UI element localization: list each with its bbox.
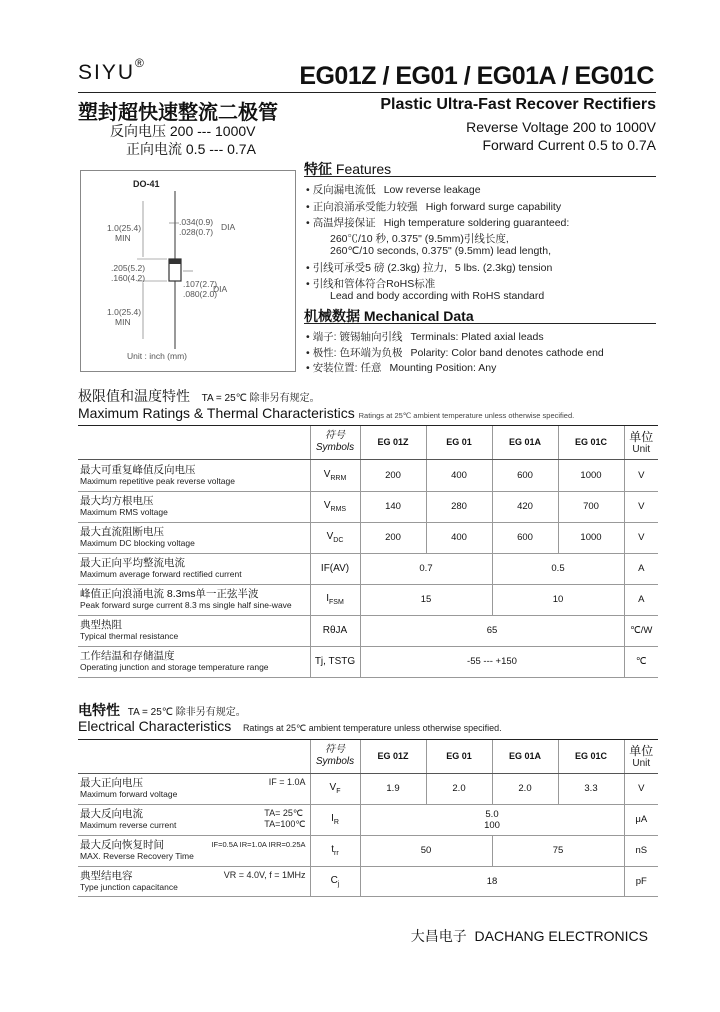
- table-header-row: [78, 426, 658, 459]
- mechanical-en: Polarity: Color band denotes cathode end: [410, 347, 604, 359]
- row-value: 700: [558, 491, 624, 522]
- lead-dia-max: .034(0.9): [179, 217, 214, 227]
- row-value-merged: [360, 866, 624, 896]
- row-label: [78, 835, 310, 866]
- table-row: [78, 615, 658, 646]
- feature-cn: 引线和管体符合RoHS标准: [312, 278, 436, 290]
- row-label-cn: 最大正向电压: [80, 777, 143, 789]
- row-value-group-a: 0.7: [360, 553, 492, 584]
- title-en: Plastic Ultra-Fast Recover Rectifiers: [380, 96, 656, 113]
- table-row: [78, 459, 658, 491]
- row-label-en: Operating junction and storage temperature range: [80, 662, 269, 672]
- model-numbers: EG01Z / EG01 / EG01A / EG01C: [299, 62, 654, 90]
- row-label-en: Peak forward surge current 8.3 ms single half sine-wave: [80, 600, 292, 610]
- body-dia-max: .107(2.7): [183, 279, 218, 289]
- feature-item: [306, 276, 435, 291]
- row-label-en: Maximum reverse current: [80, 820, 177, 830]
- row-symbol: $V_{RMS}$: [310, 491, 360, 522]
- table-row: [78, 584, 658, 615]
- brand-logo: [78, 56, 146, 85]
- row-unit: ℃: [624, 646, 658, 677]
- lead-length-top-min: MIN: [115, 233, 131, 243]
- row-value: 140: [360, 491, 426, 522]
- row-label: [78, 804, 310, 835]
- feature-en: Low reverse leakage: [383, 184, 481, 196]
- row-label-cn: 典型结电容: [80, 869, 133, 882]
- mechanical-rule: [304, 323, 656, 324]
- row-unit: pF: [624, 866, 658, 896]
- row-label-cn: 最大反向恢复时间: [80, 839, 164, 851]
- row-label-en: Typical thermal resistance: [80, 631, 179, 641]
- row-value-group-b: 0.5: [492, 553, 624, 584]
- condition-2: TA=100℃: [264, 818, 306, 829]
- mechanical-bullet: •: [306, 347, 310, 359]
- row-symbol: $V_F$: [310, 773, 360, 804]
- unit-en: Unit: [632, 443, 651, 455]
- mechanical-en: Mounting Position: Any: [389, 362, 497, 374]
- row-value: 400: [426, 522, 492, 553]
- mechanical-title-cn: 机械数据: [304, 308, 360, 324]
- row-value: 280: [426, 491, 492, 522]
- feature-item: [306, 199, 561, 214]
- mechanical-item: [306, 345, 604, 360]
- row-unit: V: [624, 491, 658, 522]
- ratings-heading-en: [78, 405, 574, 421]
- row-value: 200: [360, 459, 426, 491]
- table-header-row: [78, 740, 658, 773]
- header-symbol: [310, 740, 360, 773]
- electrical-note-en: Ratings at 25℃ ambient temperature unless otherwise specified.: [242, 723, 502, 733]
- row-symbol: $I_{FSM}$: [310, 584, 360, 615]
- row-value: 1000: [558, 522, 624, 553]
- lead-length-bottom-min: MIN: [115, 317, 131, 327]
- ratings-table: [78, 426, 658, 678]
- electrical-heading-en: [78, 718, 502, 734]
- feature-en: High forward surge capability: [425, 201, 562, 213]
- feature-bullet: •: [306, 217, 310, 229]
- unit-cn: 单位: [629, 743, 654, 758]
- symbol-cn: 符号: [325, 744, 345, 756]
- feature-item: [306, 290, 544, 302]
- row-label-en: Maximum average forward rectified current: [80, 569, 242, 579]
- ratings-title-en: Maximum Ratings & Thermal Characteristics: [78, 405, 355, 421]
- header-rule: [78, 92, 656, 93]
- body-dia-label: DIA: [213, 284, 228, 294]
- feature-item: [306, 231, 509, 246]
- row-label-cn: 最大正向平均整流电流: [80, 557, 185, 569]
- row-symbol: $V_{DC}$: [310, 522, 360, 553]
- ratings-heading-cn: [78, 386, 320, 406]
- features-title-en: Features: [335, 161, 392, 177]
- footer-company: [411, 926, 648, 946]
- package-name: DO-41: [133, 179, 160, 189]
- row-symbol: $C_j$: [310, 866, 360, 896]
- table-row: [78, 866, 658, 896]
- row-value-group-a: 50: [360, 835, 492, 866]
- row-label-en: Maximum forward voltage: [80, 789, 178, 799]
- forward-current-en: Forward Current 0.5 to 0.7A: [482, 137, 656, 153]
- header-blank: [78, 740, 310, 773]
- row-label: [78, 522, 310, 553]
- row-label: [78, 866, 310, 896]
- row-value-merged: [360, 615, 624, 646]
- table-row: [78, 553, 658, 584]
- mechanical-bullet: •: [306, 331, 310, 343]
- mechanical-cn: 极性: 色环端为负极: [312, 347, 403, 359]
- header-model: EG 01: [426, 740, 492, 773]
- feature-en: 260℃/10 秒, 0.375" (9.5mm)引线长度,: [330, 233, 509, 245]
- header-unit: [624, 426, 658, 459]
- mechanical-item: [306, 360, 496, 375]
- row-value-group-b: 10: [492, 584, 624, 615]
- row-unit: nS: [624, 835, 658, 866]
- row-value: 600: [492, 522, 558, 553]
- company-cn: 大昌电子: [410, 928, 467, 944]
- diagram-units: Unit : inch (mm): [127, 351, 187, 361]
- row-value: 2.0: [492, 773, 558, 804]
- row-condition: [264, 808, 305, 830]
- ratings-note-en: Ratings at 25℃ ambient temperature unless otherwise specified.: [358, 411, 575, 420]
- reverse-voltage-cn: 反向电压 200 --- 1000V: [110, 123, 256, 139]
- mechanical-title-en: Mechanical Data: [363, 308, 474, 324]
- feature-en: 260℃/10 seconds, 0.375" (9.5mm) lead length,: [330, 245, 551, 257]
- feature-item: [306, 182, 481, 197]
- ratings-ta-note: TA = 25℃ 除非另有规定。: [201, 393, 320, 404]
- mechanical-item: [306, 329, 544, 344]
- row-label: [78, 553, 310, 584]
- condition-1: IF = 1.0A: [268, 776, 306, 787]
- row-label-en: MAX. Reverse Recovery Time: [80, 851, 194, 861]
- mechanical-bullet: •: [306, 362, 310, 374]
- condition-1: IF=0.5A IR=1.0A IRR=0.25A: [211, 839, 306, 849]
- row-label-cn: 峰值正向浪涌电流 8.3ms单一正弦半波: [80, 588, 259, 600]
- electrical-ta-note: TA = 25℃ 除非另有规定。: [127, 707, 246, 718]
- row-value-merged: [360, 646, 624, 677]
- features-rule: [304, 176, 656, 177]
- merged-value: 5.0: [485, 808, 499, 820]
- registered-mark: ®: [135, 56, 146, 70]
- feature-item: [306, 215, 569, 230]
- table-row: [78, 773, 658, 804]
- table-row: [78, 804, 658, 835]
- row-unit: V: [624, 522, 658, 553]
- symbol-en: Symbols: [315, 756, 355, 768]
- row-value: 1.9: [360, 773, 426, 804]
- feature-en: High temperature soldering guaranteed:: [383, 217, 570, 229]
- feature-bullet: •: [306, 278, 310, 290]
- row-condition: [224, 870, 306, 881]
- row-label-cn: 工作结温和存储温度: [80, 650, 175, 662]
- row-label: [78, 584, 310, 615]
- feature-cn: 反向漏电流低: [312, 184, 376, 196]
- row-condition: [211, 839, 305, 850]
- row-value: 3.3: [558, 773, 624, 804]
- header-model: EG 01A: [492, 426, 558, 459]
- row-label-en: Maximum DC blocking voltage: [80, 538, 195, 548]
- row-label-cn: 最大均方根电压: [80, 495, 154, 507]
- row-symbol: $t_{rr}$: [310, 835, 360, 866]
- row-label: [78, 491, 310, 522]
- company-en: DACHANG ELECTRONICS: [474, 928, 648, 944]
- row-label: [78, 773, 310, 804]
- header-model: EG 01C: [558, 740, 624, 773]
- symbol-en: Symbols: [315, 442, 355, 454]
- body-dia-min: .080(2.0): [183, 289, 218, 299]
- row-value: 400: [426, 459, 492, 491]
- feature-bullet: •: [306, 184, 310, 196]
- feature-item: [306, 245, 551, 257]
- forward-current-cn: 正向电流 0.5 --- 0.7A: [126, 141, 256, 157]
- electrical-heading-cn: [78, 700, 246, 720]
- row-label-en: Type junction capacitance: [80, 881, 178, 892]
- brand-name: SIYU: [78, 61, 136, 84]
- merged-value: 18: [486, 875, 498, 887]
- electrical-title-en: Electrical Characteristics: [78, 718, 232, 734]
- row-unit: A: [624, 584, 658, 615]
- title-cn: 塑封超快速整流二极管: [78, 102, 278, 124]
- merged-value: 65: [486, 625, 498, 636]
- row-value: 600: [492, 459, 558, 491]
- reverse-voltage-en: Reverse Voltage 200 to 1000V: [466, 119, 656, 135]
- row-value: 2.0: [426, 773, 492, 804]
- lead-dia-label: DIA: [221, 222, 236, 232]
- feature-item: [306, 260, 552, 275]
- row-symbol: Tj, TSTG: [310, 646, 360, 677]
- header-model: EG 01: [426, 426, 492, 459]
- row-condition: [269, 777, 306, 788]
- row-value-merged: [360, 804, 624, 835]
- body-length-min: .160(4.2): [111, 273, 146, 283]
- table-row: [78, 835, 658, 866]
- header-unit: [624, 740, 658, 773]
- table-row: [78, 646, 658, 677]
- unit-cn: 单位: [629, 429, 654, 444]
- row-value: 420: [492, 491, 558, 522]
- body-length-max: .205(5.2): [111, 263, 146, 273]
- merged-value: -55 --- +150: [467, 656, 517, 667]
- row-label-cn: 典型热阻: [80, 619, 122, 631]
- table-row: [78, 491, 658, 522]
- symbol-cn: 符号: [325, 430, 345, 442]
- feature-cn: 引线可承受5 磅 (2.3kg) 拉力,: [312, 262, 447, 274]
- lead-length-bottom: 1.0(25.4): [107, 307, 142, 317]
- electrical-table: [78, 740, 658, 897]
- mechanical-cn: 端子: 镀锡轴向引线: [312, 331, 403, 343]
- mechanical-en: Terminals: Plated axial leads: [410, 331, 544, 343]
- header-symbol: [310, 426, 360, 459]
- row-label: [78, 615, 310, 646]
- mechanical-cn: 安装位置: 任意: [312, 362, 382, 374]
- feature-bullet: •: [306, 262, 310, 274]
- row-label: [78, 459, 310, 491]
- lead-dia-min: .028(0.7): [179, 227, 214, 237]
- row-value: 1000: [558, 459, 624, 491]
- row-label-cn: 最大反向电流: [80, 808, 143, 820]
- row-value-group-b: 75: [492, 835, 624, 866]
- ratings-title-cn: 极限值和温度特性: [78, 388, 190, 404]
- electrical-title-cn: 电特性: [78, 702, 120, 718]
- row-symbol: $V_{RRM}$: [310, 459, 360, 491]
- feature-cn: 高温焊接保证: [312, 217, 376, 229]
- header-model: EG 01Z: [360, 426, 426, 459]
- row-unit: A: [624, 553, 658, 584]
- header-model: EG 01A: [492, 740, 558, 773]
- row-unit: V: [624, 459, 658, 491]
- features-title-cn: 特征: [304, 161, 332, 177]
- row-label-en: Maximum RMS voltage: [80, 507, 168, 517]
- row-label-cn: 最大直流阻断电压: [80, 526, 164, 538]
- row-unit: ℃/W: [624, 615, 658, 646]
- feature-en: Lead and body according with RoHS standard: [330, 290, 545, 302]
- table-row: [78, 522, 658, 553]
- row-symbol: $I_R$: [310, 804, 360, 835]
- row-label: [78, 646, 310, 677]
- row-unit: V: [624, 773, 658, 804]
- row-value-group-a: 15: [360, 584, 492, 615]
- package-diagram: [80, 170, 296, 372]
- row-label-en: Maximum repetitive peak reverse voltage: [80, 475, 235, 486]
- feature-en: 5 lbs. (2.3kg) tension: [454, 262, 553, 274]
- row-symbol: IF(AV): [310, 553, 360, 584]
- row-label-cn: 最大可重复峰值反向电压: [80, 463, 196, 476]
- header-blank: [78, 426, 310, 459]
- lead-length-top: 1.0(25.4): [107, 223, 142, 233]
- feature-cn: 正向浪涌承受能力较强: [312, 201, 418, 213]
- row-value: 200: [360, 522, 426, 553]
- feature-bullet: •: [306, 201, 310, 213]
- condition-1: VR = 4.0V, f = 1MHz: [223, 869, 306, 880]
- header-model: EG 01Z: [360, 740, 426, 773]
- unit-en: Unit: [632, 757, 651, 769]
- row-symbol: RθJA: [310, 615, 360, 646]
- merged-value-2: 100: [484, 819, 500, 831]
- row-unit: μA: [624, 804, 658, 835]
- header-model: EG 01C: [558, 426, 624, 459]
- condition-1: TA= 25℃: [264, 807, 303, 818]
